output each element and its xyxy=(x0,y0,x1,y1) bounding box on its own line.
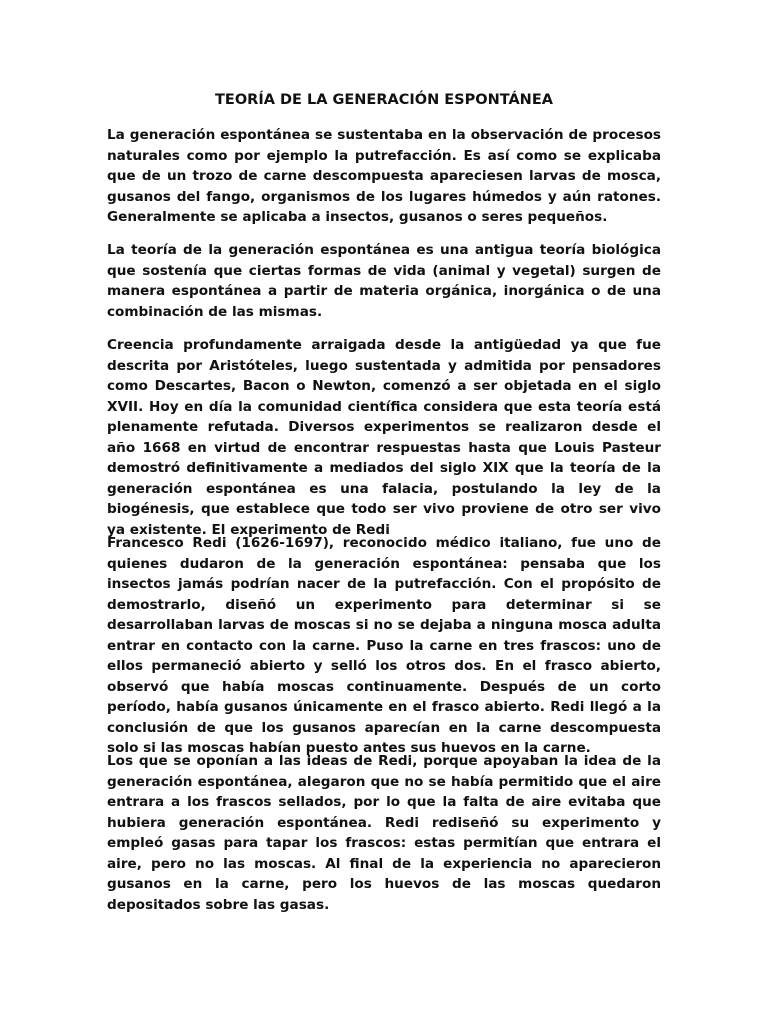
paragraph-putrefaction: La generación espontánea se sustentaba en la observación de procesos naturales como por ejemplo la putrefacción. Es así como se explicaba que de un trozo de carne descompuesta apareciesen larvas de mosca, gusanos del fango, organismos de los lugares húmedos y aún ratones. Generalmente se aplicaba a insectos, gusanos o seres pequeños. xyxy=(107,127,661,225)
paragraph-theory-definition: La teoría de la generación espontánea es una antigua teoría biológica que sostenía que ciertas formas de vida (animal y vegetal) surgen de manera espontánea a partir de materia orgánica, inorgánica o de una combinación de las mismas. xyxy=(107,242,661,320)
paragraph-history: Creencia profundamente arraigada desde la antigüedad ya que fue descrita por Aristóteles, luego sustentada y admitida por pensadores como Descartes, Bacon o Newton, comenzó a ser objetada en el siglo XVII. Hoy en día la comunidad científica considera que esta teoría está plenamente refutada. Diversos experimentos se realizaron desde el año 1668 en virtud de encontrar respuestas hasta que Louis Pasteur demostró definitivamente a mediados del siglo XIX que la teoría de la generación espontánea es una falacia, postulando la ley de la biogénesis, que establece que todo ser vivo proviene de otro ser vivo ya existente. El experimento de Redi xyxy=(107,337,661,538)
paragraph-redi-experiment: Francesco Redi (1626-1697), reconocido médico italiano, fue uno de quienes dudaron de la generación espontánea: pensaba que los insectos jamás podrían nacer de la putrefacción. Con el propósito de demostrarlo, diseñó un experimento para determinar si se desarrollaban larvas de moscas si no se dejaba a ninguna mosca adulta entrar en contacto con la carne. Puso la carne en tres frascos: uno de ellos permaneció abierto y selló los otros dos. En el frasco abierto, observó que había moscas continuamente. Después de un corto período, había gusanos únicamente en el frasco abierto. Redi llegó a la conclusión de que los gusanos aparecían en la carne descompuesta solo si las moscas habían puesto antes sus huevos en la carne. xyxy=(107,535,661,756)
paragraph-redi-redesign: Los que se oponían a las ideas de Redi, porque apoyaban la idea de la generación espontánea, alegaron que no se había permitido que el aire entrara a los frascos sellados, por lo que la falta de aire evitaba que hubiera generación espontánea. Redi rediseñó su experimento y empleó gasas para tapar los frascos: estas permitían que entrara el aire, pero no las moscas. Al final de la experiencia no aparecieron gusanos en la carne, pero los huevos de las moscas quedaron depositados sobre las gasas. xyxy=(107,753,661,913)
document-title: TEORÍA DE LA GENERACIÓN ESPONTÁNEA xyxy=(215,92,553,108)
